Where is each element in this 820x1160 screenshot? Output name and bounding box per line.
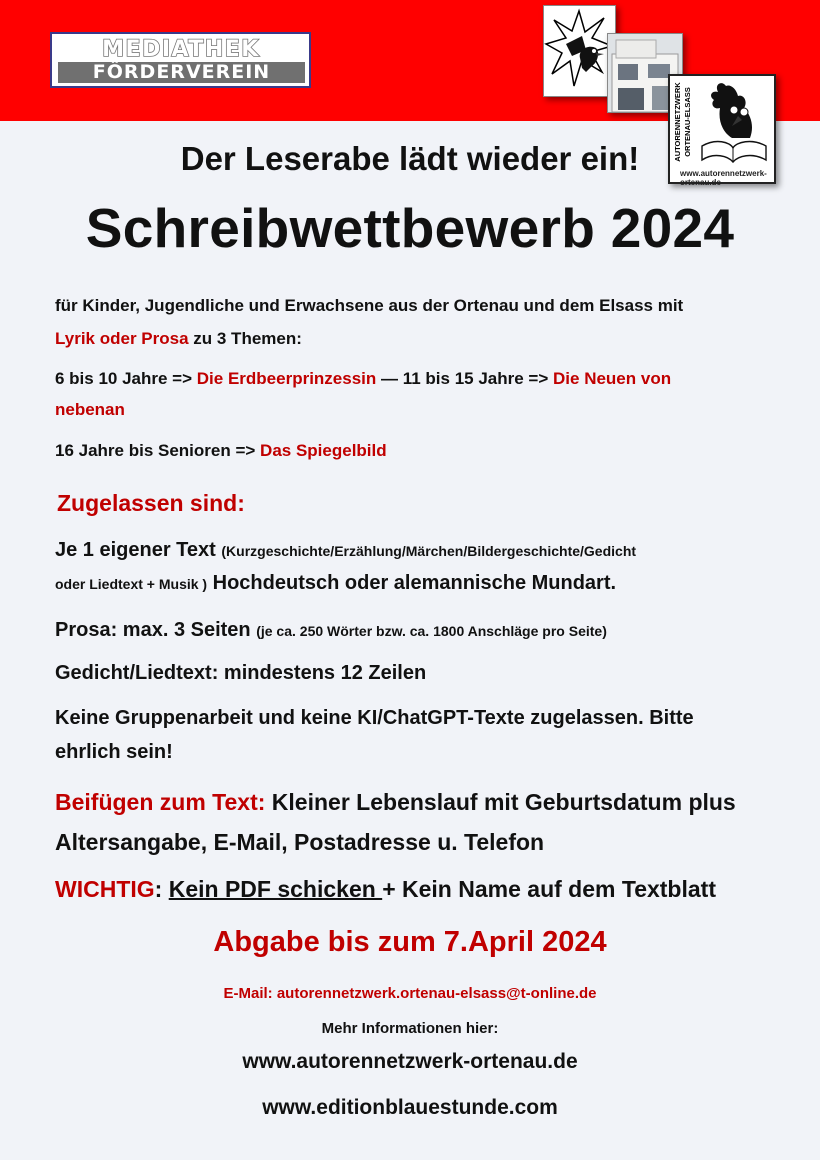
rule-1-line-2 [55,572,616,595]
attach-label: Beifügen zum Text: [55,789,266,815]
important-line [55,876,716,903]
rule-2-bold: Prosa: max. 3 Seiten [55,619,257,641]
badge-url-text: www.autorennetzwerk-ortenau.de [680,169,767,187]
theme-a-title: Die Erdbeerprinzessin [196,369,377,388]
genre-highlight: Lyrik oder Prosa [55,329,189,348]
rule-1-bold: Je 1 eigener Text [55,539,222,561]
badge-side-text-1: AUTORENNETZWERK [673,82,682,162]
rule-2-small: (je ca. 250 Wörter bzw. ca. 1800 Anschläge pro Seite) [256,623,607,639]
website-link-1[interactable]: www.autorennetzwerk-ortenau.de [242,1050,578,1073]
logo-top-text: MEDIATHEK [102,37,260,59]
subtitle: Der Leserabe lädt wieder ein! [180,140,640,177]
themes-line-1 [55,369,671,389]
important-underlined: Kein PDF schicken [168,876,383,902]
theme-b-age: — 11 bis 15 Jahre => [376,369,554,388]
rule-1-small-2: oder Liedtext + Musik ) [55,576,208,592]
website-link-2[interactable]: www.editionblauestunde.com [262,1096,558,1119]
rule-4-line-2: ehrlich sein! [55,741,173,763]
rules-heading: Zugelassen sind: [57,490,245,516]
rule-1-small: (Kurzgeschichte/Erzählung/Märchen/Bildergeschichte/Gedicht [221,543,637,559]
logo-top-wordmark [58,37,305,59]
attach-line-2: Altersangabe, E-Mail, Postadresse u. Telefon [55,829,545,855]
theme-a-age: 6 bis 10 Jahre => [55,369,197,388]
theme-b-title-cont: nebenan [55,400,125,419]
attach-line-1 [55,789,736,816]
theme-b-title: Die Neuen von [553,369,672,388]
logo-bottom-text: FÖRDERVEREIN [58,62,305,83]
rule-4-line-1: Keine Gruppenarbeit und keine KI/ChatGPT-Texte zugelassen. Bitte [55,707,694,729]
intro-line-2 [55,329,302,349]
badge-side-text-2: ORTENAU-ELSASS [683,87,692,157]
contact-email[interactable]: E-Mail: autorennetzwerk.ortenau-elsass@t-online.de [223,985,597,1002]
mediathek-logo [50,32,311,88]
theme-c-title: Das Spiegelbild [260,441,387,460]
themes-line-3 [55,441,387,461]
more-info-label: Mehr Informationen hier: [321,1020,499,1037]
theme-c-age: 16 Jahre bis Senioren => [55,441,261,460]
rule-1-line-1 [55,539,636,562]
page-title: Schreibwettbewerb 2024 [85,197,735,259]
attach-text-1: Kleiner Lebenslauf mit Geburtsdatum plus [265,789,736,815]
raven-comic-image [543,5,616,97]
intro-line-1: für Kinder, Jugendliche und Erwachsene aus der Ortenau und dem Elsass mit [55,296,684,315]
important-colon: : [154,876,169,902]
important-label: WICHTIG [55,876,155,902]
themes-count-text: zu 3 Themen: [188,329,302,348]
rule-3: Gedicht/Liedtext: mindestens 12 Zeilen [55,662,427,684]
rule-2 [55,619,607,642]
important-rest: + Kein Name auf dem Textblatt [382,876,716,902]
deadline: Abgabe bis zum 7.April 2024 [213,926,607,958]
rule-1-bold-2: Hochdeutsch oder alemannische Mundart. [207,572,617,594]
